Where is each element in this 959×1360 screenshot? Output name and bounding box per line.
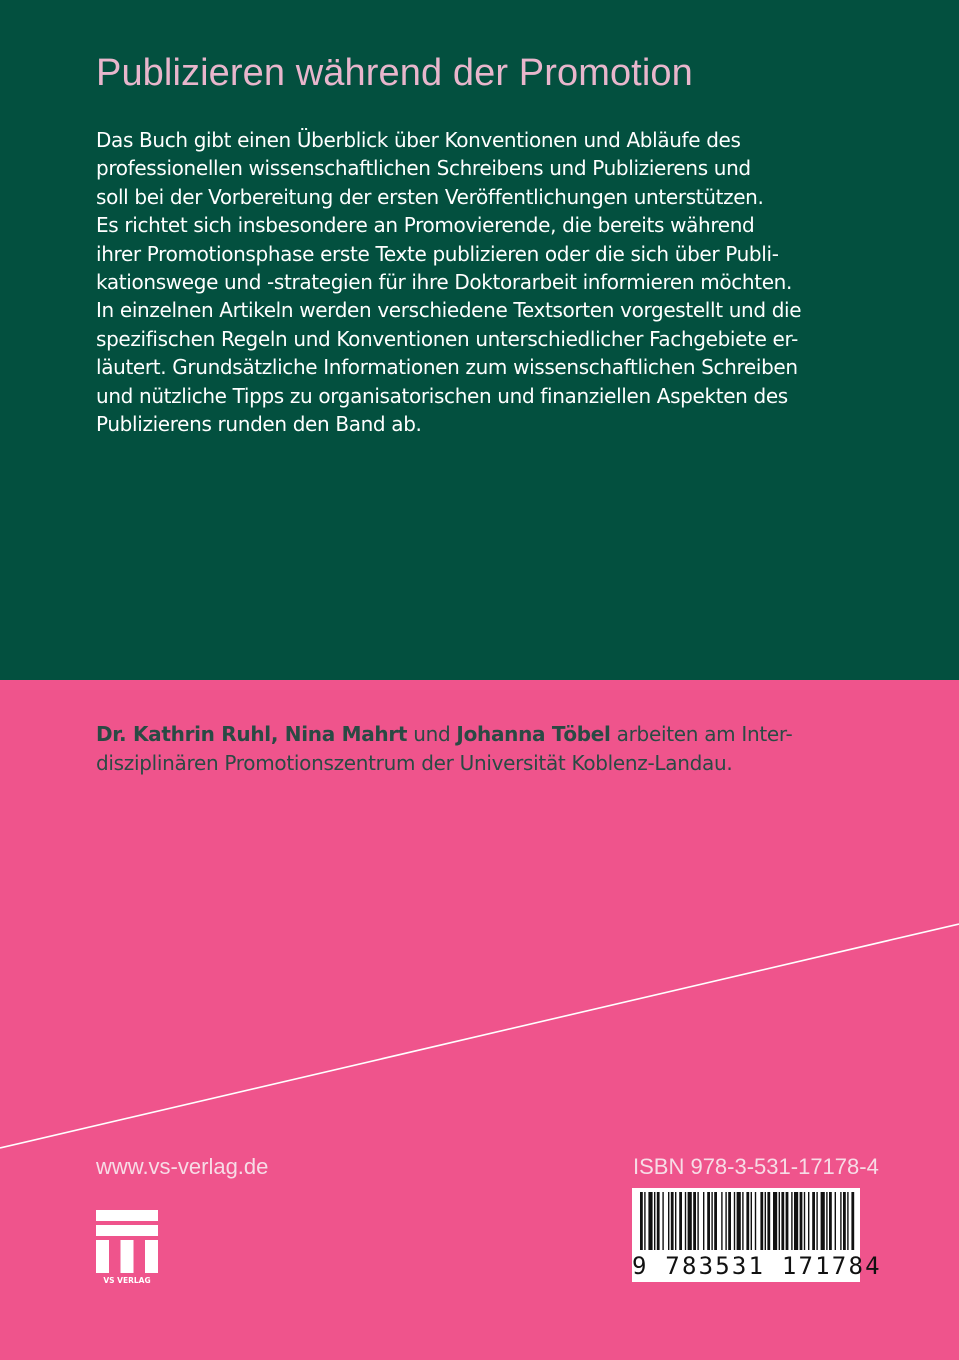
barcode-bar <box>685 1192 686 1250</box>
author-bio <box>96 720 856 777</box>
book-description <box>96 126 856 438</box>
barcode-bar <box>773 1192 777 1250</box>
description-line: und nützliche Tipps zu organisatorischen und finanziellen Aspekten des <box>96 383 788 408</box>
barcode-bar <box>786 1192 789 1250</box>
barcode-bar <box>816 1192 817 1250</box>
barcode-digits: 9 783531 171784 <box>632 1252 882 1280</box>
barcode-bar <box>746 1192 749 1250</box>
author-bio-line <box>96 720 856 749</box>
barcode-bar <box>688 1192 692 1250</box>
publisher-url: www.vs-verlag.de <box>96 1154 269 1179</box>
logo-pillar <box>96 1240 109 1273</box>
barcode-bar <box>697 1192 698 1250</box>
barcode-bar <box>791 1192 792 1250</box>
barcode-bar <box>808 1192 809 1250</box>
description-line: kationswege und -strategien für ihre Doktorarbeit informieren möchten. <box>96 270 792 295</box>
diagonal-line <box>0 920 959 1150</box>
author-bio-text: arbeiten am Inter- <box>610 722 793 746</box>
barcode-bar <box>721 1192 722 1250</box>
barcode-bar <box>644 1192 645 1250</box>
barcode-bar <box>800 1192 803 1250</box>
isbn-barcode <box>632 1188 882 1282</box>
barcode-bar <box>640 1192 643 1250</box>
barcode-bar <box>826 1192 827 1250</box>
description-line: In einzelnen Artikeln werden verschiedene Textsorten vorgestellt und die <box>96 298 802 323</box>
author-separator: , <box>270 722 285 746</box>
author-separator: und <box>407 722 457 746</box>
barcode-bar <box>781 1192 784 1250</box>
barcode-bar <box>843 1192 846 1250</box>
barcode-bar <box>851 1192 854 1250</box>
barcode-bar <box>714 1192 717 1250</box>
barcode-bar <box>847 1192 848 1250</box>
author-name: Johanna Töbel <box>456 722 611 746</box>
logo-top-bar <box>96 1210 158 1221</box>
barcode-bar <box>728 1192 731 1250</box>
barcode-bar <box>654 1192 655 1250</box>
vs-verlag-logo <box>96 1210 158 1284</box>
barcode-bar <box>693 1192 696 1250</box>
barcode-bar <box>804 1192 805 1250</box>
description-line: professionellen wissenschaftlichen Schreibens und Publizierens und <box>96 156 751 181</box>
barcode-bar <box>755 1192 756 1250</box>
description-line: läutert. Grundsätzliche Informationen zum wissenschaftlichen Schreiben <box>96 355 798 380</box>
barcode-bar <box>765 1192 766 1250</box>
diagonal-stroke <box>0 924 959 1148</box>
isbn-number: ISBN 978-3-531-17178-4 <box>633 1154 879 1179</box>
description-line: Es richtet sich insbesondere an Promovierende, die bereits während <box>96 213 755 238</box>
barcode-bar <box>760 1192 763 1250</box>
barcode-bar <box>703 1192 704 1250</box>
logo-pillar <box>145 1240 158 1273</box>
description-line: spezifischen Regeln und Konventionen unterschiedlicher Fachgebiete er- <box>96 326 798 351</box>
barcode-bar <box>835 1192 836 1250</box>
barcode-bar <box>812 1192 815 1250</box>
logo-pillar <box>121 1240 134 1273</box>
barcode-bar <box>829 1192 832 1250</box>
barcode-bar <box>767 1192 770 1250</box>
barcode-bar <box>737 1192 741 1250</box>
description-line: Das Buch gibt einen Überblick über Konventionen und Abläufe des <box>96 128 741 152</box>
barcode-bar <box>821 1192 825 1250</box>
barcode-bar <box>648 1192 652 1250</box>
barcode-bar <box>662 1192 663 1250</box>
barcode-bar <box>668 1192 669 1250</box>
description-line: Publizierens runden den Band ab. <box>96 412 422 437</box>
description-line: ihrer Promotionsphase erste Texte publizieren oder die sich über Publi- <box>96 241 779 266</box>
author-name: Nina Mahrt <box>284 722 408 746</box>
author-name: Dr. Kathrin Ruhl <box>96 722 271 746</box>
barcode-bar <box>840 1192 841 1250</box>
barcode-bar <box>725 1192 726 1250</box>
author-bio-line: disziplinären Promotionszentrum der Universität Koblenz-Landau. <box>96 750 733 775</box>
logo-middle-bar <box>96 1225 158 1236</box>
barcode-bar <box>711 1192 712 1250</box>
barcode-bar <box>671 1192 674 1250</box>
barcode-bar <box>675 1192 676 1250</box>
barcode-bar <box>657 1192 660 1250</box>
barcode-bar <box>751 1192 752 1250</box>
logo-text: VS VERLAG <box>103 1276 151 1284</box>
barcode-bar <box>734 1192 735 1250</box>
barcode-bar <box>742 1192 743 1250</box>
book-title: Publizieren während der Promotion <box>96 52 693 94</box>
barcode-bar <box>794 1192 798 1250</box>
barcode-bar <box>679 1192 682 1250</box>
barcode-bar <box>779 1192 780 1250</box>
description-line: soll bei der Vorbereitung der ersten Veröffentlichungen unterstützen. <box>96 184 764 209</box>
barcode-bar <box>707 1192 710 1250</box>
